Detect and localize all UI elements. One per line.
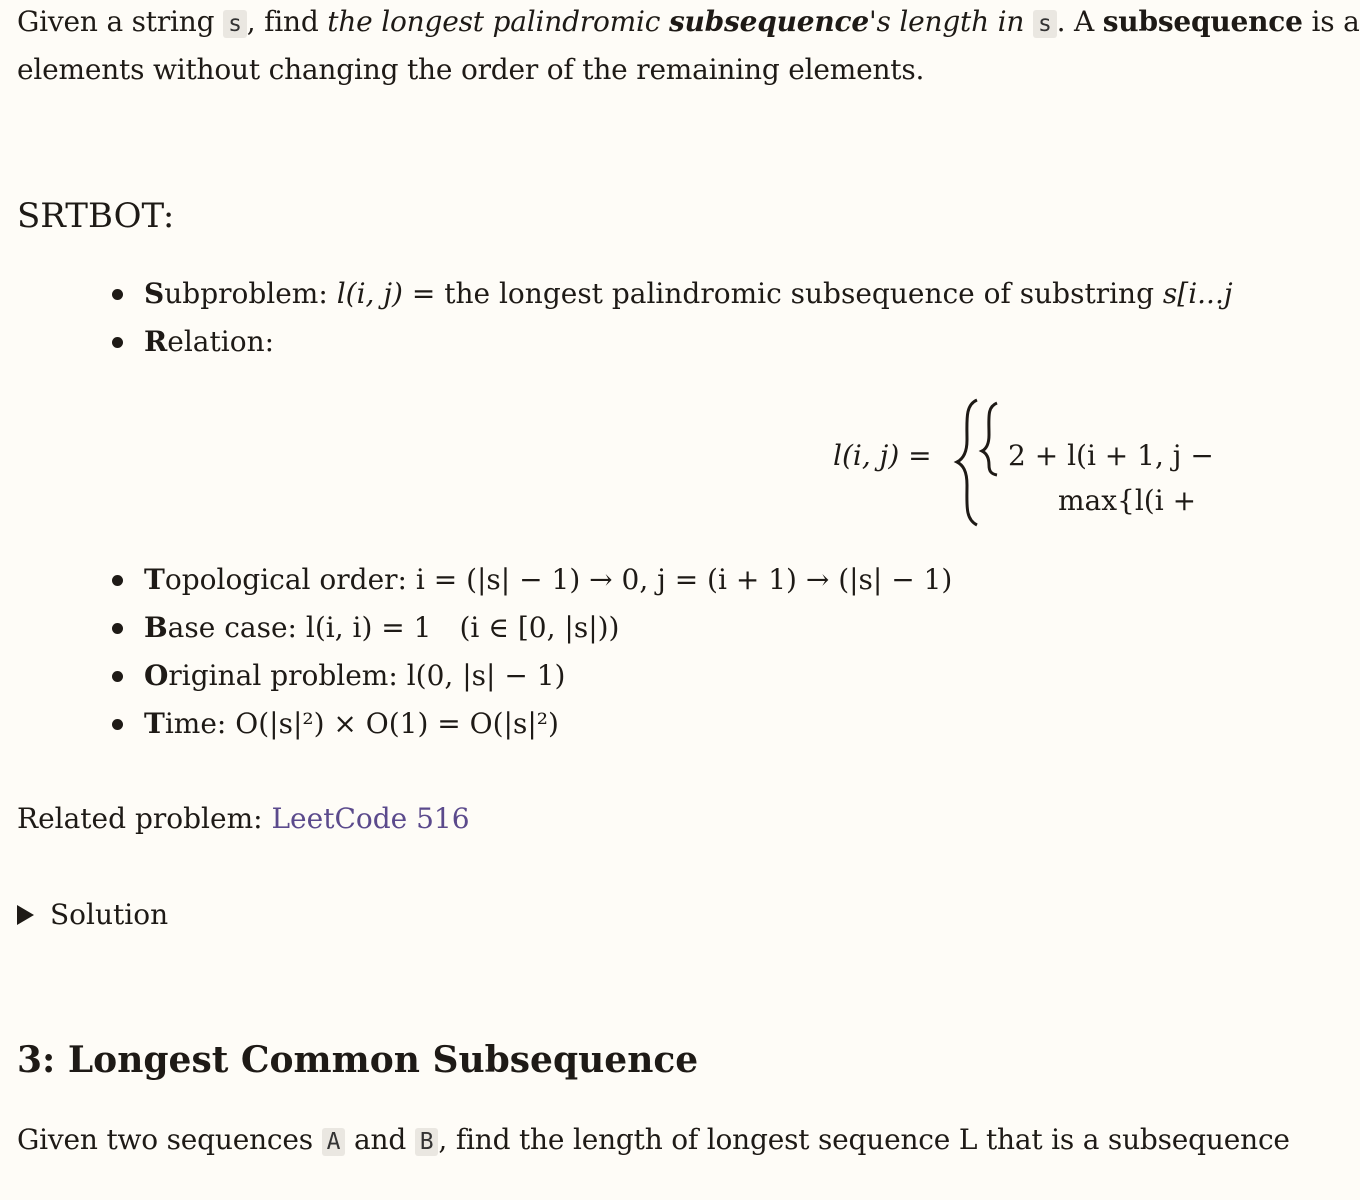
math-expr: L [958, 1123, 978, 1156]
intro-text: is a [1302, 5, 1360, 38]
leetcode-link[interactable]: LeetCode 516 [271, 802, 470, 835]
intro-text: , find [246, 5, 328, 38]
list-item-topological: Topological order: i = (|s| − 1) → 0, j = (i + 1) → (|s| − 1) [0, 556, 952, 604]
related-problem [17, 795, 470, 843]
srtbot-list-bottom [0, 556, 952, 748]
intro-paragraph [17, 0, 1360, 48]
section3-paragraph: Given two sequences A and B , find the length of longest sequence L that is a subsequence [17, 1123, 1290, 1156]
relation-equation [833, 395, 1233, 535]
equation-lhs: l(i, j) = [833, 439, 932, 472]
intro-bold: subsequence [1102, 5, 1303, 38]
math-expr: l(i, i) = 1 (i ∈ [0, |s|)) [305, 611, 620, 644]
inline-code-b: B [415, 1128, 439, 1156]
srtbot-list-top [0, 270, 1233, 366]
list-item-original: Original problem: l(0, |s| − 1) [0, 652, 952, 700]
math-expr: i = (|s| − 1) → 0, j = (i + 1) → (|s| − 1) [415, 563, 953, 596]
bullet-icon [112, 575, 123, 586]
math-expr: O(|s|²) × O(1) = O(|s|²) [235, 707, 559, 740]
related-label: Related problem: [17, 802, 272, 835]
bullet-icon [112, 289, 123, 300]
intro-line-2: elements without changing the order of the remaining elements. [17, 53, 925, 86]
srtbot-heading: SRTBOT: [17, 196, 175, 236]
disclosure-triangle-icon [17, 905, 34, 925]
math-expr: l(i, j) [336, 277, 403, 310]
solution-toggle[interactable] [17, 891, 168, 939]
list-item-subproblem: Subproblem: l(i, j) = the longest palindromic subsequence of substring s[i...j [0, 270, 1233, 318]
intro-emphasis: the longest palindromic subsequence's length in [327, 5, 1033, 38]
intro-text: Given a string [17, 5, 224, 38]
intro-text: . A [1056, 5, 1103, 38]
inline-code-a: A [322, 1128, 346, 1156]
equation-case-2: max{l(i + [1058, 484, 1197, 517]
inline-code-s: s [1033, 10, 1057, 38]
solution-label: Solution [50, 898, 169, 931]
inline-code-s: s [223, 10, 247, 38]
math-expr: s[i...j [1162, 277, 1233, 310]
bullet-icon [112, 337, 123, 348]
list-item-relation: Relation: [0, 318, 1233, 366]
list-item-time: Time: O(|s|²) × O(1) = O(|s|²) [0, 700, 952, 748]
math-expr: l(0, |s| − 1) [406, 659, 566, 692]
bullet-icon [112, 623, 123, 634]
brace-icon [955, 395, 1015, 530]
bullet-icon [112, 671, 123, 682]
section-heading: 3: Longest Common Subsequence [17, 1039, 699, 1081]
list-item-base-case: Base case: l(i, i) = 1 (i ∈ [0, |s|)) [0, 604, 952, 652]
equation-case-1: 2 + l(i + 1, j − [1008, 439, 1214, 472]
bullet-icon [112, 719, 123, 730]
